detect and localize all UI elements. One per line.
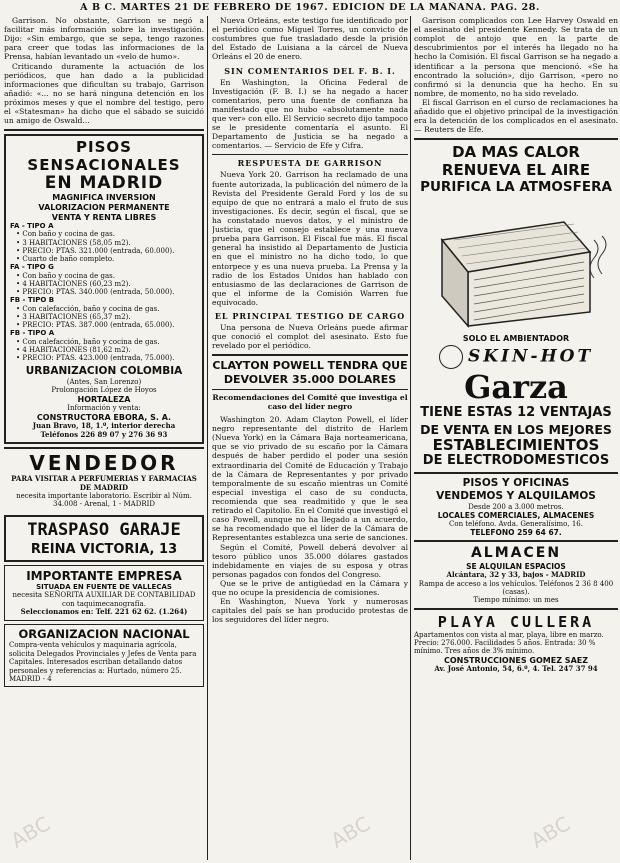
- story-text: [414, 16, 618, 134]
- ad-title: VENDEDOR: [29, 451, 179, 476]
- ad-title: EN MADRID: [44, 172, 164, 193]
- divider: [414, 138, 618, 140]
- watermark-icon: ABC: [6, 811, 55, 853]
- ad-line: DA MAS CALOR: [452, 143, 580, 162]
- listing-line: • 4 HABITACIONES (81,62 m2).: [16, 345, 131, 354]
- ad-brand-row: [414, 345, 618, 369]
- ad-line: PURIFICA LA ATMOSFERA: [420, 179, 612, 196]
- section-heading: EL PRINCIPAL TESTIGO DE CARGO: [214, 311, 406, 322]
- column-middle: [212, 16, 408, 860]
- listing-line: • Cuarto de baño completo.: [16, 255, 115, 264]
- headline: CLAYTON POWELL TENDRA QUE DEVOLVER 35.000 DOLARES: [212, 359, 408, 386]
- ad-line: DE ELECTRODOMESTICOS: [422, 453, 610, 469]
- listing-type: FB - TIPO B: [10, 296, 55, 305]
- ad-line: HORTALEZA: [77, 394, 131, 404]
- ad-line: Prolongación López de Hoyos: [51, 386, 157, 395]
- ad-title: ORGANIZACION NACIONAL: [18, 626, 190, 641]
- ad-text: Compra-venta vehículos y maquinaria agrícola, solicita Delegados Provinciales y Jefes de Venta para Capitales. Interesados escriban detallando datos personales y referencias a: Hurtado, número 25. MADRID - 4: [9, 641, 197, 683]
- paragraph: Nueva York 20. Garrison ha reclamado de una fuente autorizada, la publicación del número de la Revista del Presidente Gerald Ford y los de su equipo de que no entrará a malo el fruto de sus investigaciones. Es decir, según el fiscal, que se ha constatado nuevos datos, y el ministro de Justicia, que el consejo establece y una nueva prueba para Garrison. El Fiscal fue más. El fiscal general ha insistido al Departamento de Justicia en que el ministro no ha dicho todo, lo que entorpece y es una nueva prueba. La Prensa y la radio de los Estados Unidos han hablado con entusiasmo de las declaraciones de Garrison de que el informe de la Comisión Warren fue equivocado.: [212, 170, 408, 307]
- divider: [212, 389, 408, 390]
- listing-type: FA - TIPO A: [10, 222, 54, 231]
- paragraph: Que se le prive de antigüedad en la Cámara y que no ocupe la presidencia de comisiones.: [212, 578, 408, 598]
- listing-line: • PRECIO: PTAS. 387.000 (entrada, 65.000).: [16, 321, 175, 330]
- ad-line: TIENE ESTAS 12 VENTAJAS: [420, 405, 612, 421]
- listing-line: • 4 HABITACIONES (60,23 m2).: [16, 279, 131, 288]
- ad-line: VENTA Y RENTA LIBRES: [51, 212, 157, 222]
- watermark-icon: ABC: [526, 811, 575, 853]
- story-text: [212, 323, 408, 350]
- ad-brand: SKIN-HOT: [467, 346, 594, 367]
- story-text: [212, 16, 408, 62]
- listing-line: • PRECIO: PTAS. 321.000 (entrada, 60.000).: [16, 246, 175, 255]
- column-right: [414, 16, 618, 860]
- listing-line: • Con calefacción, baño y cocina de gas.: [16, 337, 160, 346]
- paragraph: Nueva Orleáns, este testigo fue identificado por el periódico como Miguel Torres, un convicto de costumbres que fue trasladado desde la prisión del Estado de Luisiana a la cárcel de Nueva Orleáns el 20 de enero.: [212, 16, 408, 62]
- ad-line: Desde 200 a 3.000 metros.: [468, 502, 564, 511]
- ad-vendedor: [4, 447, 204, 512]
- listing-line: • 3 HABITACIONES (58,05 m2).: [16, 238, 131, 247]
- ad-title: PISOS SENSACIONALES: [27, 138, 181, 174]
- listing-line: • 3 HABITACIONES (65,37 m2).: [16, 312, 131, 321]
- listing-line: • Con baño y cocina de gas.: [16, 271, 115, 280]
- paragraph: Garrison. No obstante, Garrison se negó a facilitar más información sobre la investigación. Dijo: «Sin embargo, que se sepa, tengo razones para creer que todas las informaciones de la Prensa, habían levantado un «velo de humo».: [4, 16, 204, 62]
- ad-sub: PARA VISITAR A PERFUMERIAS Y FARMACIAS DE MADRID: [11, 474, 197, 492]
- ad-line: Seleccionamos en: Telf. 221 62 62. (1.264): [20, 607, 188, 617]
- story-text: [4, 16, 204, 125]
- paragraph: En Washington, la Oficina Federal de Investigación (F. B. I.) se ha negado a hacer comentarios, pero una fuente de confianza ha manifestado que no hubo «absolutamente nada que ver» con ello. El Servicio secreto dijo tampoco se le presidente comentaría el asunto. El Departamento de Justicia se ha negado a comentarios. — Servicio de Efe y Cifra.: [212, 77, 408, 151]
- ad-pisos-oficinas: [414, 477, 618, 537]
- ad-line: Información y venta:: [67, 404, 141, 413]
- ad-line: SITUADA EN FUENTE DE VALLECAS: [36, 583, 172, 592]
- ad-line: MAGNIFICA INVERSION: [52, 193, 156, 203]
- paragraph: Criticando duramente la actuación de los periódicos, que han dado a la publicidad informaciones que dificultan su trabajo, Garrison añadió: «... no se hará ninguna detención en los próximos meses y que el nombre del testigo, pero el «Statesman» ha dicho que el sábado se suicidó un amigo de Oswald...: [4, 61, 204, 126]
- ad-maker: Garza: [464, 368, 568, 407]
- ad-phone: TELEFONO 259 64 67.: [470, 528, 562, 538]
- ad-title: PLAYA CULLERA: [437, 612, 595, 631]
- listing-line: • PRECIO: PTAS. 340.000 (entrada, 50.000).: [16, 288, 175, 297]
- ad-line: necesita SEÑORITA AUXILIAR DE CONTABILIDAD con taquimecanografía.: [12, 591, 196, 608]
- divider: [212, 154, 408, 155]
- ad-line: VALORIZACION PERMANENTE: [38, 202, 170, 212]
- ad-title: TRASPASO GARAJE: [27, 519, 181, 540]
- listing-type: FA - TIPO G: [10, 263, 54, 272]
- ad-line: ESTABLECIMIENTOS: [432, 436, 600, 455]
- ad-almacen: [414, 545, 618, 604]
- ad-pisos-sensacionales: [4, 134, 204, 444]
- story-text: [212, 415, 408, 625]
- ad-title: PISOS Y OFICINAS: [462, 477, 570, 490]
- listing-line: • Con calefacción, baño y cocina de gas.: [16, 304, 160, 313]
- divider: [212, 354, 408, 356]
- story-text: [212, 78, 408, 151]
- section-heading: RESPUESTA DE GARRISON: [237, 158, 383, 169]
- subheadline: Recomendaciones del Comité que investiga el caso del líder negro: [212, 392, 408, 411]
- paragraph: Una persona de Nueva Orleáns puede afirmar que conoció el complot del asesinato. Esto fue revelado por el periódico.: [212, 323, 408, 351]
- ad-line: DE VENTA EN LOS MEJORES: [420, 421, 612, 437]
- ad-line: Alcántara, 32 y 33, bajos - MADRID: [446, 570, 586, 580]
- ad-line: SE ALQUILAN ESPACIOS: [466, 562, 566, 572]
- ad-listing: [10, 222, 198, 362]
- ad-line: Rampa de acceso a los vehículos. Teléfonos 2 36 8 400 (casas).: [418, 579, 614, 596]
- section-heading: SIN COMENTARIOS DEL F. B. I.: [224, 65, 396, 76]
- paragraph: Washington 20. Adam Clayton Powell, el líder negro representante del distrito de Harlem (Nueva York) en la Cámara Baja norteamericana, que se vio privado de su escaño por la Cámara después de haber perdido el poder una sesión extraordinaria del Comité de Educación y Trabajo de la Cámara de Representantes y por privado temporalmente de su escaño mientras un Comité especial investiga el caso de su conducta, recomienda que sea readmitido y que le sea retirado el Capitolio. En el Comité que investigó el caso Powell, aunque no ha llegado a un acuerdo, se ha recomendado que el líder de la Cámara de Representantes establezca una serie de sanciones.: [212, 414, 408, 543]
- ad-line: LOCALES COMERCIALES, ALMACENES: [437, 510, 595, 520]
- listing-line: • Con baño y cocina de gas.: [16, 230, 115, 239]
- ad-phone: Teléfonos 226 89 07 y 276 36 93: [40, 429, 168, 439]
- ad-line: Tiempo mínimo: un mes: [473, 596, 559, 605]
- ad-traspaso-garaje: [4, 515, 204, 562]
- ad-text: Apartamentos con vista al mar, playa, libre en marzo. Precio: 276.000. Facilidades 5 años. Entrada: 30 % mínimo. Tres años de 3% mínimo.: [414, 630, 604, 656]
- ad-company: CONSTRUCTORA EBORA, S. A.: [36, 412, 172, 422]
- watermark-icon: ABC: [326, 811, 375, 853]
- paragraph: Garrison complicados con Lee Harvey Oswald en el asesinato del presidente Kennedy. Se trata de un complot de antojo que en la parte de descubrimientos por el interés ha llegado no ha hecho la Comisión. El fiscal Garrison se ha negado a identificar a la persona que mencionó. «Se ha encontrado la solución», dijo Garrison, «pero no confirmó si la denuncia que ha hecho. En su nombre, de momento, no ha sido revelado.: [414, 16, 618, 98]
- heater-icon: [414, 200, 618, 330]
- column-rule: [410, 16, 411, 860]
- ad-line: RENUEVA EL AIRE: [441, 161, 591, 180]
- ad-skin-hot: [414, 143, 618, 469]
- story-text: [212, 170, 408, 307]
- page-header: A B C. MARTES 21 DE FEBRERO DE 1967. EDICION DE LA MAÑANA. PAG. 28.: [80, 2, 540, 13]
- listing-line: • PRECIO: PTAS. 423.000 (entrada, 75.000).: [16, 354, 175, 363]
- column-left: [4, 16, 204, 860]
- heater-illustration: [414, 200, 618, 330]
- ad-urbanization: URBANIZACION COLOMBIA: [25, 365, 183, 378]
- ad-title: IMPORTANTE EMPRESA: [26, 568, 182, 583]
- divider: [414, 472, 618, 474]
- ad-title: VENDEMOS Y ALQUILAMOS: [436, 489, 596, 502]
- ad-importante-empresa: [4, 565, 204, 621]
- paragraph: El fiscal Garrison en el curso de reclamaciones ha añadido que el objetivo principal de la investigación era la detención de los complicados en el asesinato. — Reuters de Efe.: [414, 97, 618, 135]
- ad-line: SOLO EL AMBIENTADOR: [462, 333, 570, 343]
- garza-logo-icon: [439, 345, 463, 369]
- column-rule: [207, 16, 208, 860]
- ad-address: Juan Bravo, 18, 1.º, interior derecha: [32, 421, 176, 431]
- divider: [414, 540, 618, 542]
- paragraph: En Washington, Nueva York y numerosas capitales del país se han producido protestas de los seguidores del líder negro.: [212, 597, 408, 625]
- ad-playa-cullera: [414, 613, 618, 674]
- ad-title: ALMACEN: [470, 545, 562, 562]
- ad-line: Con teléfono. Avda. Generalísimo, 16.: [449, 519, 583, 528]
- ad-company: CONSTRUCCIONES GOMEZ SAEZ: [443, 655, 589, 665]
- ad-organizacion-nacional: [4, 624, 204, 688]
- ad-line: (Antes, San Lorenzo): [66, 377, 142, 386]
- paragraph: Según el Comité, Powell deberá devolver al tesoro público unos 35.000 dólares gastados indebidamente en viajes de su esposa y otras personas pagados con fondos del Congreso.: [212, 542, 408, 579]
- divider: [414, 608, 618, 610]
- listing-type: FB - TIPO A: [10, 329, 55, 338]
- ad-address: Av. José Antonio, 54, 6.º, 4. Tel. 247 37 94: [434, 664, 598, 674]
- ad-text: necesita importante laboratorio. Escribir al Núm. 34.008 - Arenal, 1 - MADRID: [16, 491, 192, 509]
- divider: [4, 129, 204, 131]
- ad-address: REINA VICTORIA, 13: [30, 541, 178, 557]
